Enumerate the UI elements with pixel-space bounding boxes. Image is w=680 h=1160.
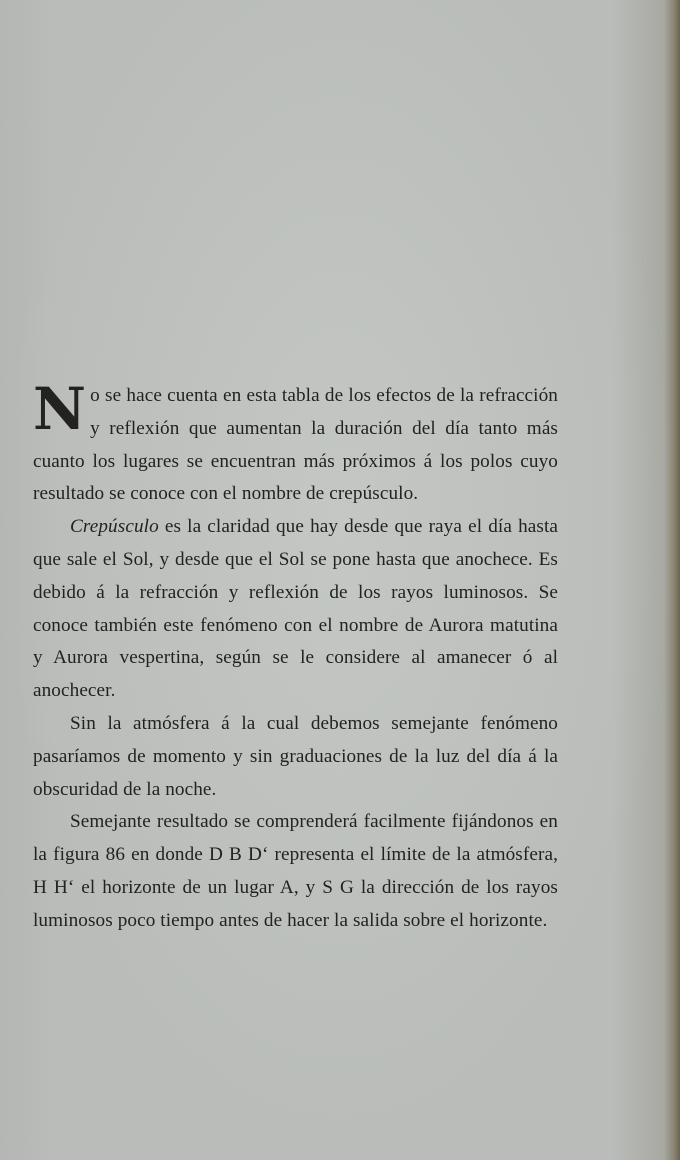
paragraph-2 [33,511,558,708]
paragraph-4-text: Semejante resultado se comprenderá facilmente fijándonos en la figura 86 en donde D B D‘ representa el límite de la atmósfera, H H‘ el horizonte de un lugar A, y S G la dirección de los rayos luminosos poco tiempo antes de hacer la salida sobre el horizonte. [33,811,558,931]
drop-cap: N [33,375,87,443]
paragraph-1 [33,375,558,511]
paragraph-1-text: o se hace cuenta en esta tabla de los efectos de la refracción y reflexión que aumentan la duración del día tanto más cuanto los lugares se encuentran más próximos á los polos cuyo resultado se conoce con el nombre de crepúsculo. [33,385,558,505]
paragraph-3-text: Sin la atmósfera á la cual debemos semejante fenómeno pasaríamos de momento y sin graduaciones de la luz del día á la obscuridad de la noche. [33,712,558,800]
paragraph-4 [33,806,558,937]
page-edge-shadow [664,0,680,1160]
paragraph-3 [33,708,558,806]
paragraph-2-text: es la claridad que hay desde que raya el día hasta que sale el Sol, y desde que el Sol se pone hasta que anochece. Es debido á la refracción y reflexión de los rayos luminosos. Se conoce también este fenómeno con el nombre de Aurora matutina y Aurora vespertina, según se le considere al amanecer ó al anochecer. [33,516,558,702]
body-text [33,375,558,938]
term-crepusculo: Crepúsculo [70,516,159,538]
